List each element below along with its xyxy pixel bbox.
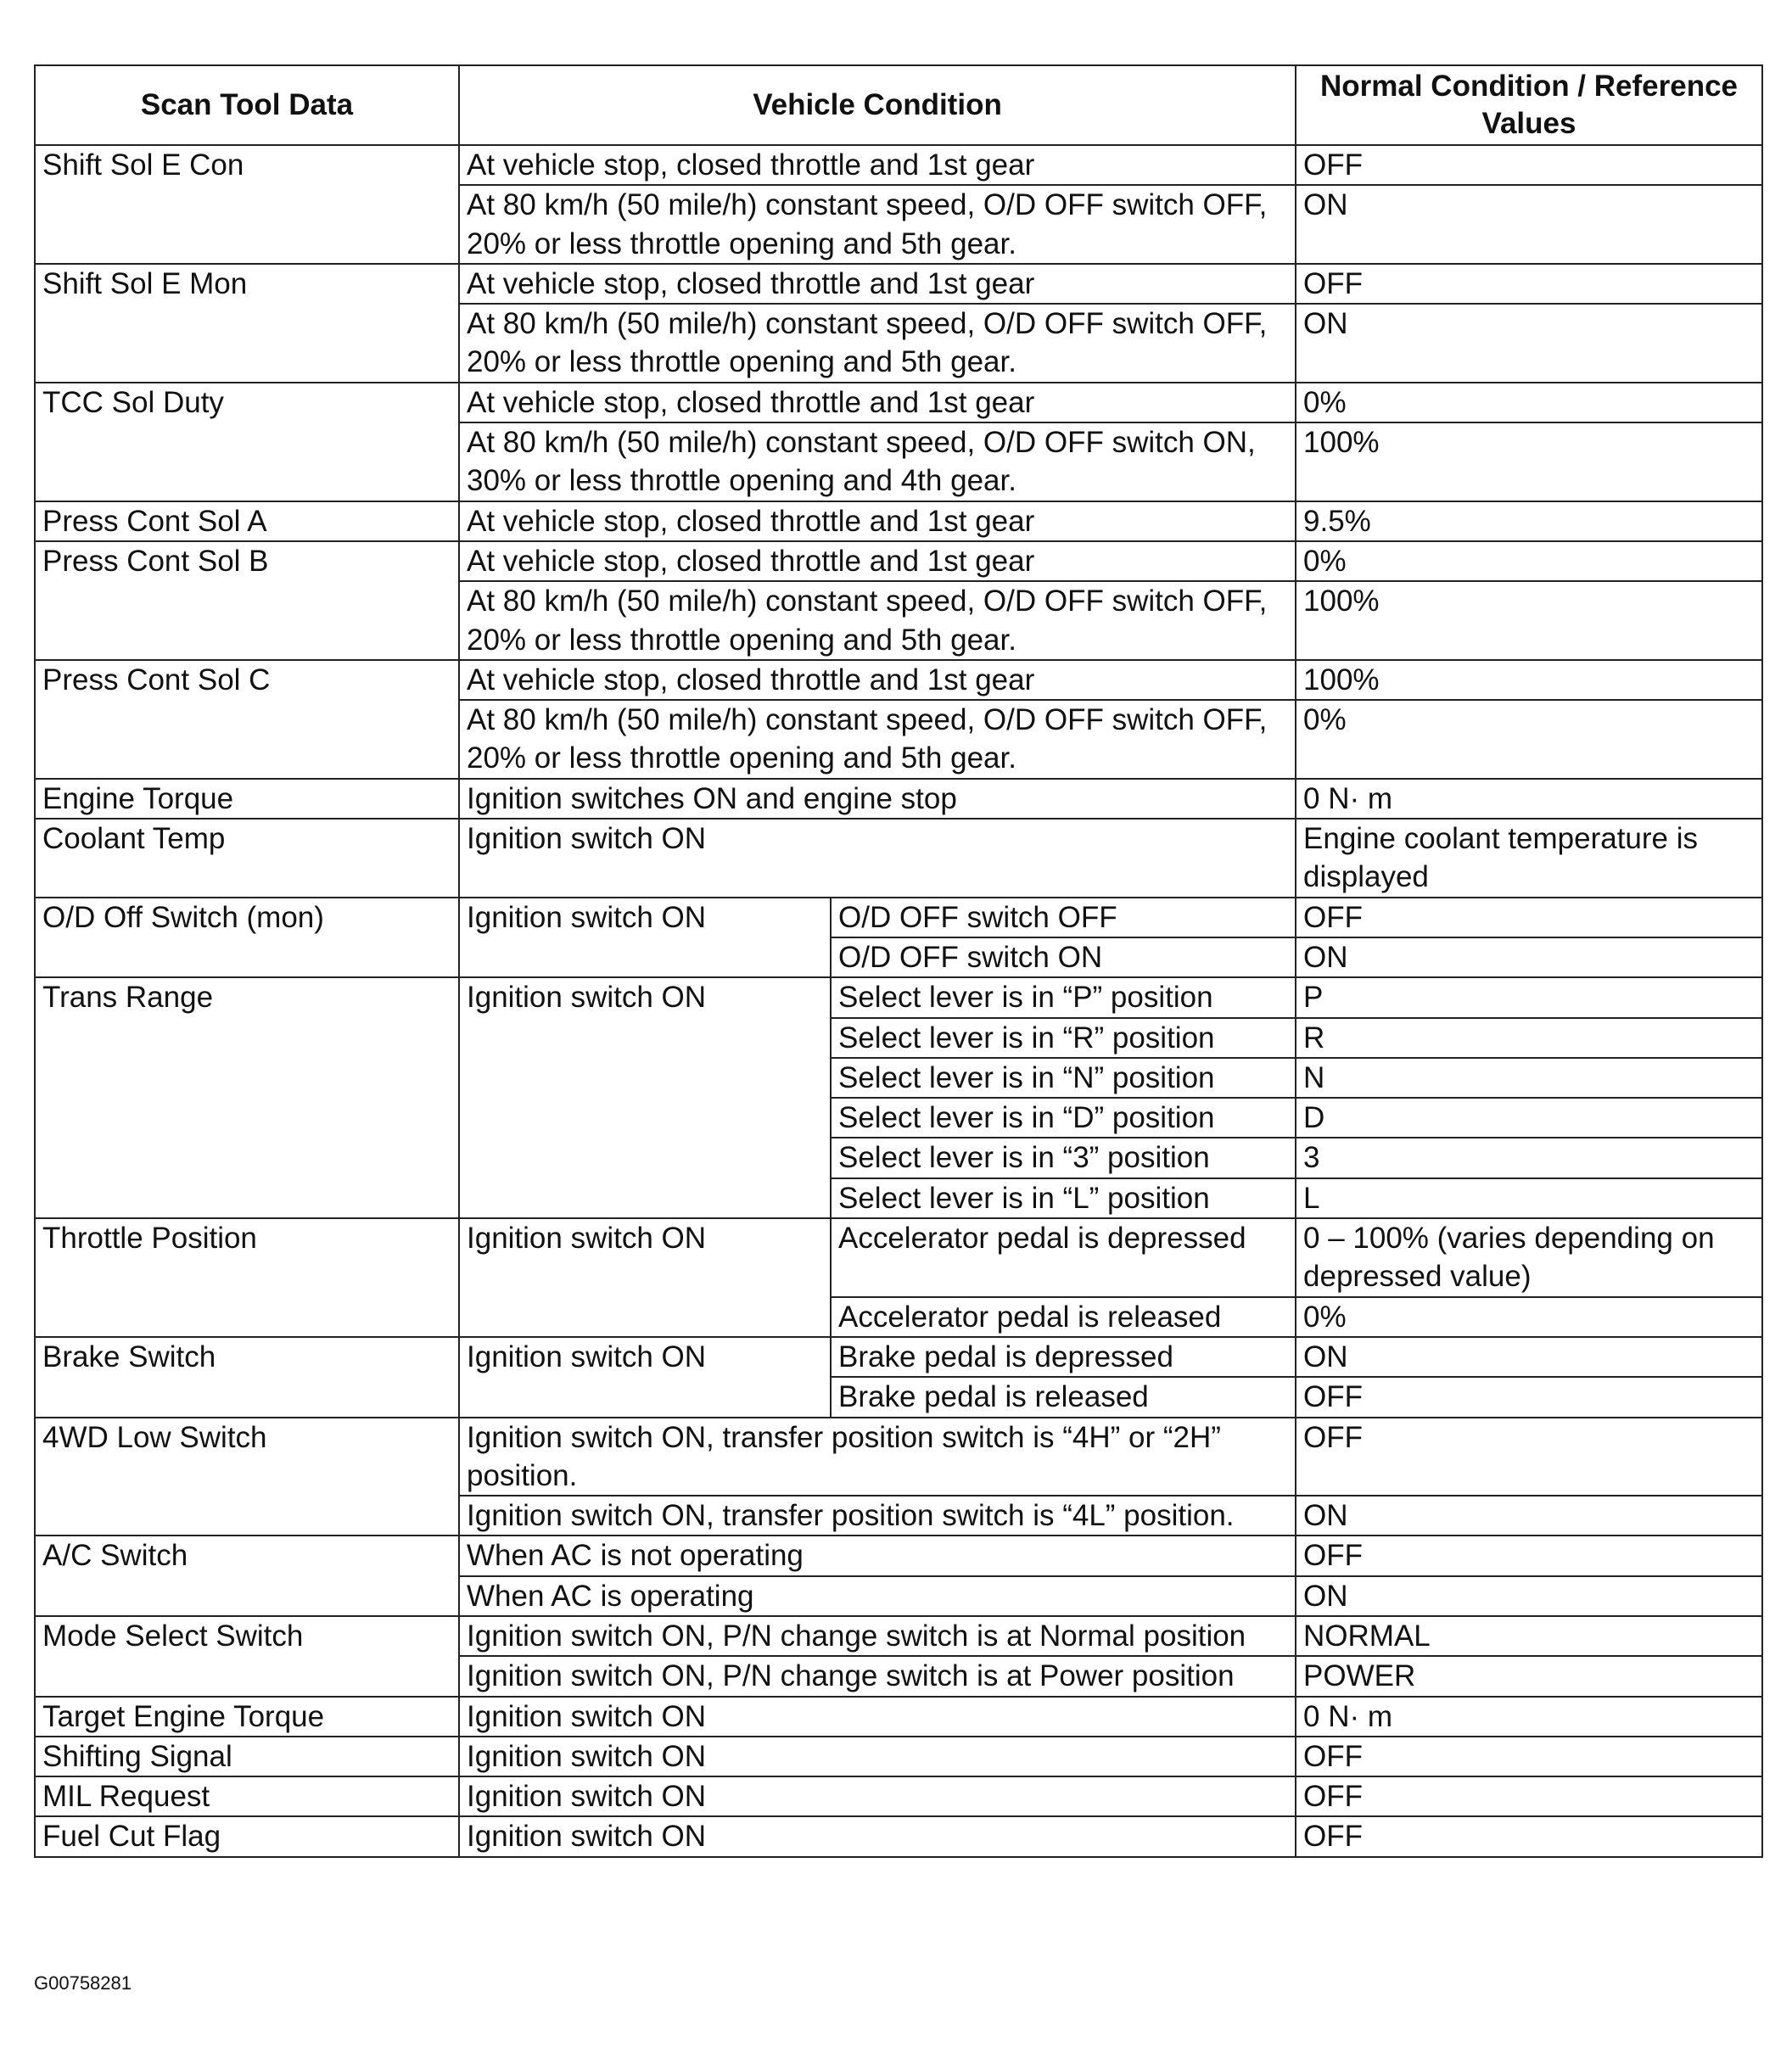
- condition-cell: Ignition switch ON: [459, 1737, 1296, 1776]
- value-cell: P: [1296, 977, 1762, 1017]
- value-cell: OFF: [1296, 1737, 1762, 1776]
- value-cell: 0%: [1296, 700, 1762, 779]
- condition-cell: When AC is not operating: [459, 1536, 1296, 1575]
- condition-cell: At 80 km/h (50 mile/h) constant speed, O/D OFF switch OFF, 20% or less throttle opening and 5th gear.: [459, 185, 1296, 264]
- value-cell: 0%: [1296, 383, 1762, 422]
- condition-cell: Ignition switch ON: [459, 1337, 831, 1418]
- condition-cell: Ignition switch ON: [459, 819, 1296, 898]
- condition-cell: At 80 km/h (50 mile/h) constant speed, O/D OFF switch ON, 30% or less throttle opening and 4th gear.: [459, 422, 1296, 501]
- condition-cell: At 80 km/h (50 mile/h) constant speed, O/D OFF switch OFF, 20% or less throttle opening and 5th gear.: [459, 304, 1296, 383]
- sub-condition-cell: O/D OFF switch ON: [831, 937, 1296, 977]
- value-cell: ON: [1296, 185, 1762, 264]
- sub-condition-cell: Select lever is in “P” position: [831, 977, 1296, 1017]
- condition-cell: At vehicle stop, closed throttle and 1st gear: [459, 541, 1296, 581]
- table-header-row: [35, 65, 1762, 145]
- table-row: [35, 1737, 1762, 1776]
- table-row: [35, 898, 1762, 937]
- condition-cell: At vehicle stop, closed throttle and 1st gear: [459, 660, 1296, 700]
- scan-tool-data-table: [34, 64, 1763, 1858]
- param-cell: Mode Select Switch: [35, 1616, 459, 1697]
- condition-cell: At 80 km/h (50 mile/h) constant speed, O/D OFF switch OFF, 20% or less throttle opening and 5th gear.: [459, 700, 1296, 779]
- sub-condition-cell: Select lever is in “D” position: [831, 1098, 1296, 1138]
- table-row: [35, 660, 1762, 700]
- table-row: [35, 1816, 1762, 1856]
- value-cell: 100%: [1296, 422, 1762, 501]
- sub-condition-cell: Select lever is in “N” position: [831, 1058, 1296, 1098]
- param-cell: MIL Request: [35, 1776, 459, 1816]
- param-cell: O/D Off Switch (mon): [35, 898, 459, 978]
- param-cell: Coolant Temp: [35, 819, 459, 898]
- condition-cell: Ignition switch ON: [459, 1218, 831, 1337]
- value-cell: L: [1296, 1178, 1762, 1218]
- value-cell: OFF: [1296, 1377, 1762, 1417]
- condition-cell: At vehicle stop, closed throttle and 1st gear: [459, 264, 1296, 304]
- value-cell: OFF: [1296, 1776, 1762, 1816]
- condition-cell: Ignition switch ON: [459, 1697, 1296, 1737]
- table-row: [35, 1418, 1762, 1496]
- condition-cell: At vehicle stop, closed throttle and 1st gear: [459, 145, 1296, 185]
- sub-condition-cell: Accelerator pedal is released: [831, 1297, 1296, 1337]
- condition-cell: Ignition switch ON, transfer position switch is “4L” position.: [459, 1496, 1296, 1536]
- table-row: [35, 1218, 1762, 1297]
- param-cell: Shifting Signal: [35, 1737, 459, 1776]
- condition-cell: Ignition switch ON, transfer position switch is “4H” or “2H” position.: [459, 1418, 1296, 1496]
- value-cell: ON: [1296, 1496, 1762, 1536]
- sub-condition-cell: Select lever is in “R” position: [831, 1018, 1296, 1058]
- value-cell: Engine coolant temperature is displayed: [1296, 819, 1762, 898]
- table-row: [35, 1337, 1762, 1377]
- value-cell: 9.5%: [1296, 501, 1762, 541]
- value-cell: OFF: [1296, 1536, 1762, 1575]
- table-row: [35, 145, 1762, 185]
- param-cell: Trans Range: [35, 977, 459, 1218]
- value-cell: 3: [1296, 1138, 1762, 1178]
- param-cell: Brake Switch: [35, 1337, 459, 1418]
- param-cell: Shift Sol E Con: [35, 145, 459, 264]
- sub-condition-cell: Brake pedal is released: [831, 1377, 1296, 1417]
- value-cell: ON: [1296, 937, 1762, 977]
- condition-cell: At 80 km/h (50 mile/h) constant speed, O/D OFF switch OFF, 20% or less throttle opening and 5th gear.: [459, 581, 1296, 660]
- value-cell: ON: [1296, 1576, 1762, 1616]
- table-row: [35, 541, 1762, 581]
- param-cell: Fuel Cut Flag: [35, 1816, 459, 1856]
- param-cell: Press Cont Sol B: [35, 541, 459, 660]
- param-cell: 4WD Low Switch: [35, 1418, 459, 1536]
- sub-condition-cell: Select lever is in “3” position: [831, 1138, 1296, 1178]
- param-cell: Throttle Position: [35, 1218, 459, 1337]
- value-cell: ON: [1296, 304, 1762, 383]
- value-cell: N: [1296, 1058, 1762, 1098]
- condition-cell: When AC is operating: [459, 1576, 1296, 1616]
- condition-cell: Ignition switch ON: [459, 1816, 1296, 1856]
- value-cell: POWER: [1296, 1656, 1762, 1696]
- value-cell: 0%: [1296, 1297, 1762, 1337]
- table-row: [35, 1536, 1762, 1575]
- table-row: [35, 383, 1762, 422]
- condition-cell: Ignition switch ON: [459, 977, 831, 1218]
- value-cell: 0 N· m: [1296, 779, 1762, 819]
- table-row: [35, 501, 1762, 541]
- table-row: [35, 264, 1762, 304]
- header-scan-tool-data: Scan Tool Data: [35, 65, 459, 145]
- param-cell: A/C Switch: [35, 1536, 459, 1616]
- value-cell: 100%: [1296, 660, 1762, 700]
- table-row: [35, 977, 1762, 1017]
- param-cell: Engine Torque: [35, 779, 459, 819]
- sub-condition-cell: O/D OFF switch OFF: [831, 898, 1296, 937]
- param-cell: Press Cont Sol C: [35, 660, 459, 779]
- condition-cell: Ignition switch ON, P/N change switch is at Normal position: [459, 1616, 1296, 1656]
- value-cell: 0 N· m: [1296, 1697, 1762, 1737]
- value-cell: 0%: [1296, 541, 1762, 581]
- sub-condition-cell: Brake pedal is depressed: [831, 1337, 1296, 1377]
- value-cell: NORMAL: [1296, 1616, 1762, 1656]
- table-row: [35, 1776, 1762, 1816]
- value-cell: ON: [1296, 1337, 1762, 1377]
- condition-cell: Ignition switch ON: [459, 898, 831, 978]
- table-row: [35, 819, 1762, 898]
- value-cell: OFF: [1296, 264, 1762, 304]
- sub-condition-cell: Select lever is in “L” position: [831, 1178, 1296, 1218]
- value-cell: 0 – 100% (varies depending on depressed value): [1296, 1218, 1762, 1297]
- header-vehicle-condition: Vehicle Condition: [459, 65, 1296, 145]
- table-row: [35, 1697, 1762, 1737]
- condition-cell: Ignition switch ON, P/N change switch is at Power position: [459, 1656, 1296, 1696]
- value-cell: D: [1296, 1098, 1762, 1138]
- value-cell: 100%: [1296, 581, 1762, 660]
- param-cell: TCC Sol Duty: [35, 383, 459, 501]
- figure-code: G00758281: [34, 1972, 132, 1994]
- table-row: [35, 779, 1762, 819]
- header-normal-condition: Normal Condition / Reference Values: [1296, 65, 1762, 145]
- param-cell: Shift Sol E Mon: [35, 264, 459, 383]
- value-cell: R: [1296, 1018, 1762, 1058]
- param-cell: Target Engine Torque: [35, 1697, 459, 1737]
- condition-cell: At vehicle stop, closed throttle and 1st gear: [459, 383, 1296, 422]
- value-cell: OFF: [1296, 145, 1762, 185]
- condition-cell: Ignition switches ON and engine stop: [459, 779, 1296, 819]
- condition-cell: Ignition switch ON: [459, 1776, 1296, 1816]
- value-cell: OFF: [1296, 898, 1762, 937]
- condition-cell: At vehicle stop, closed throttle and 1st gear: [459, 501, 1296, 541]
- sub-condition-cell: Accelerator pedal is depressed: [831, 1218, 1296, 1297]
- param-cell: Press Cont Sol A: [35, 501, 459, 541]
- value-cell: OFF: [1296, 1418, 1762, 1496]
- value-cell: OFF: [1296, 1816, 1762, 1856]
- table-row: [35, 1616, 1762, 1656]
